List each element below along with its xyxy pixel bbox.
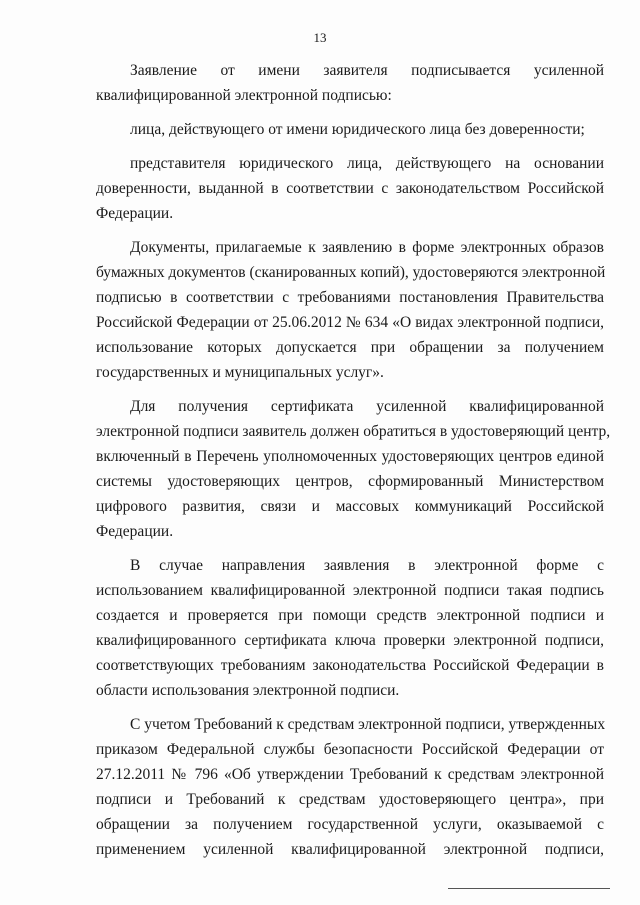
- text-line: включенный в Перечень уполномоченных удостоверяющих центров единой: [96, 448, 604, 465]
- text-line: С учетом Требований к средствам электронной подписи, утвержденных: [130, 716, 606, 733]
- text-line: подписи и Требований к средствам удостоверяющего центра», при: [96, 791, 604, 808]
- text-line: системы удостоверяющих центров, сформированный Министерством: [96, 473, 604, 490]
- text-line: использованием квалифицированной электронной подписи такая подпись: [96, 582, 604, 599]
- text-line: Заявление от имени заявителя подписывается усиленной: [130, 62, 604, 79]
- text-line: подписью в соответствии с требованиями постановления Правительства: [96, 289, 604, 306]
- paragraph-signature-requirement: [96, 58, 604, 108]
- paragraph-certificate: [96, 394, 611, 544]
- paragraph-gap: [96, 544, 604, 553]
- text-line: обращении за получением государственной услуги, оказываемой с: [96, 816, 604, 833]
- paragraph-attached-documents: [96, 235, 604, 385]
- text-line: использование которых допускается при обращении за получением: [96, 339, 604, 356]
- text-line: Для получения сертификата усиленной квалифицированной: [130, 398, 604, 415]
- text-line: Документы, прилагаемые к заявлению в форме электронных образов: [130, 239, 604, 256]
- footer-rule: [448, 888, 610, 889]
- paragraph-legal-entity-person: [96, 117, 604, 142]
- paragraph-gap: [96, 703, 604, 712]
- text-line: соответствующих требованиям законодательства Российской Федерации в: [96, 657, 604, 674]
- text-line: Федерации.: [96, 205, 174, 222]
- paragraph-fsb-requirements: [96, 712, 604, 862]
- text-line: государственных и муниципальных услуг».: [96, 364, 384, 381]
- text-line: квалифицированной электронной подписью:: [96, 87, 392, 104]
- text-line: применением усиленной квалифицированной электронной подписи,: [96, 841, 604, 858]
- paragraph-representative: [96, 151, 604, 226]
- text-line: 27.12.2011 № 796 «Об утверждении Требований к средствам электронной: [96, 766, 604, 783]
- text-line: лица, действующего от имени юридического лица без доверенности;: [130, 121, 585, 138]
- text-line: области использования электронной подписи.: [96, 682, 400, 699]
- text-line: В случае направления заявления в электронной форме с: [130, 557, 604, 574]
- text-line: квалифицированного сертификата ключа проверки электронной подписи,: [96, 632, 604, 649]
- page-number: 13: [313, 30, 327, 45]
- paragraph-gap: [96, 108, 604, 117]
- text-line: доверенности, выданной в соответствии с законодательством Российской: [96, 180, 604, 197]
- paragraph-gap: [96, 226, 604, 235]
- text-line: Российской Федерации от 25.06.2012 № 634 «О видах электронной подписи,: [96, 314, 604, 331]
- text-line: Федерации.: [96, 523, 174, 540]
- text-line: представителя юридического лица, действующего на основании: [130, 155, 604, 172]
- text-line: создается и проверяется при помощи средств электронной подписи и: [96, 607, 604, 624]
- paragraph-gap: [96, 385, 604, 394]
- text-line: электронной подписи заявитель должен обратиться в удостоверяющий центр,: [96, 423, 611, 440]
- text-line: приказом Федеральной службы безопасности Российской Федерации от: [96, 741, 604, 758]
- text-line: бумажных документов (сканированных копий), удостоверяются электронной: [96, 264, 606, 281]
- body-text: [96, 58, 611, 862]
- text-line: цифрового развития, связи и массовых коммуникаций Российской: [96, 498, 604, 515]
- paragraph-gap: [96, 142, 604, 151]
- paragraph-electronic-form: [96, 553, 604, 703]
